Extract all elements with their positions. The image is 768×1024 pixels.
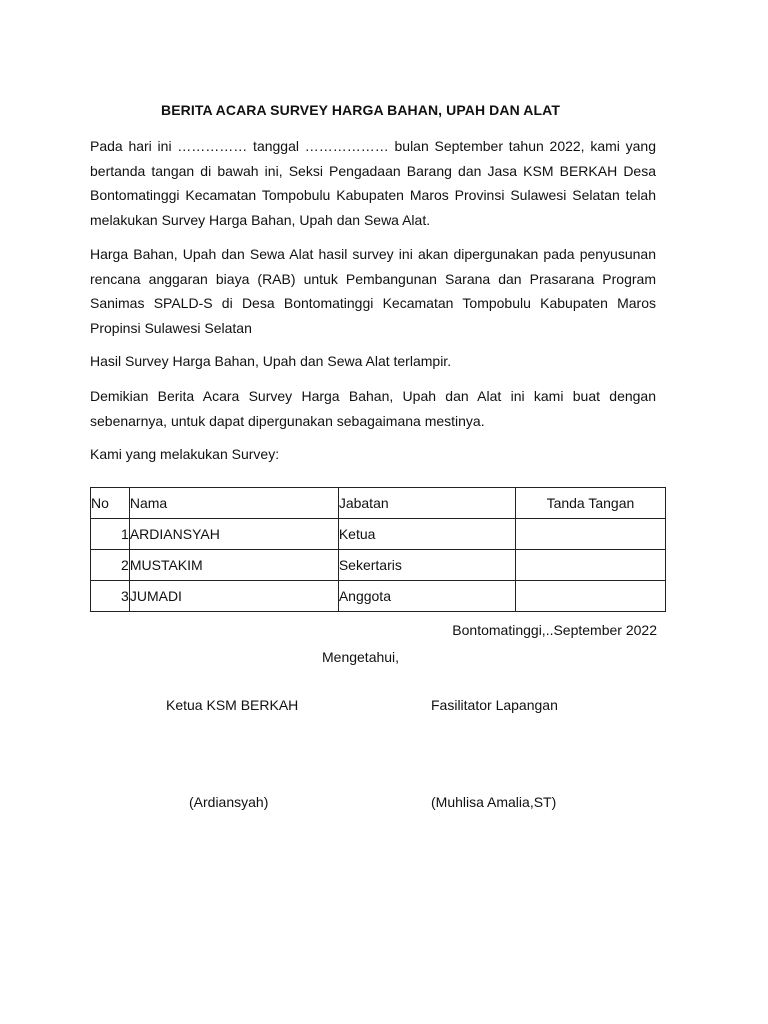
header-tanda-tangan: Tanda Tangan [515,488,665,519]
signatory-role-right: Fasilitator Lapangan [431,697,558,713]
header-nama: Nama [129,488,338,519]
table-header-row [91,488,666,519]
cell-nama: JUMADI [129,581,338,612]
table-row [91,519,666,550]
acknowledged-label: Mengetahui, [322,649,400,665]
table-row [91,581,666,612]
document-title: BERITA ACARA SURVEY HARGA BAHAN, UPAH DAN ALAT [161,102,560,118]
table-row [91,550,666,581]
place-date: Bontomatinggi,..September 2022 [452,622,657,638]
cell-no: 2 [91,550,130,581]
paragraph-surveyors-intro: Kami yang melakukan Survey: [90,446,280,462]
cell-no: 3 [91,581,130,612]
cell-no: 1 [91,519,130,550]
cell-jabatan: Ketua [338,519,515,550]
signatory-name-right: (Muhlisa Amalia,ST) [431,794,557,810]
surveyor-table [90,487,666,612]
signatory-name-left: (Ardiansyah) [189,794,269,810]
paragraph-attachment: Hasil Survey Harga Bahan, Upah dan Sewa Alat terlampir. [90,353,452,369]
cell-tanda-tangan [515,519,665,550]
cell-jabatan: Sekertaris [338,550,515,581]
paragraph-purpose: Harga Bahan, Upah dan Sewa Alat hasil survey ini akan dipergunakan pada penyusunan rencana anggaran biaya (RAB) untuk Pembangunan Sarana dan Prasarana Program Sanimas SPALD-S di Desa Bontomatinggi Kecamatan Tompobulu Kabupaten Maros Propinsi Sulawesi Selatan [90,246,656,336]
header-jabatan: Jabatan [338,488,515,519]
cell-jabatan: Anggota [338,581,515,612]
paragraph-opening: Pada hari ini …………… tanggal ……………… bulan September tahun 2022, kami yang bertanda tangan di bawah ini, Seksi Pengadaan Barang dan Jasa KSM BERKAH Desa Bontomatinggi Kecamatan Tompobulu Kabupaten Maros Provinsi Sulawesi Selatan telah melakukan Survey Harga Bahan, Upah dan Sewa Alat. [90,138,656,228]
header-no: No [91,488,130,519]
signatory-role-left: Ketua KSM BERKAH [166,697,299,713]
cell-nama: MUSTAKIM [129,550,338,581]
paragraph-closing: Demikian Berita Acara Survey Harga Bahan, Upah dan Alat ini kami buat dengan sebenarnya, untuk dapat dipergunakan sebagaimana mestinya. [90,388,656,429]
cell-tanda-tangan [515,550,665,581]
cell-nama: ARDIANSYAH [129,519,338,550]
cell-tanda-tangan [515,581,665,612]
